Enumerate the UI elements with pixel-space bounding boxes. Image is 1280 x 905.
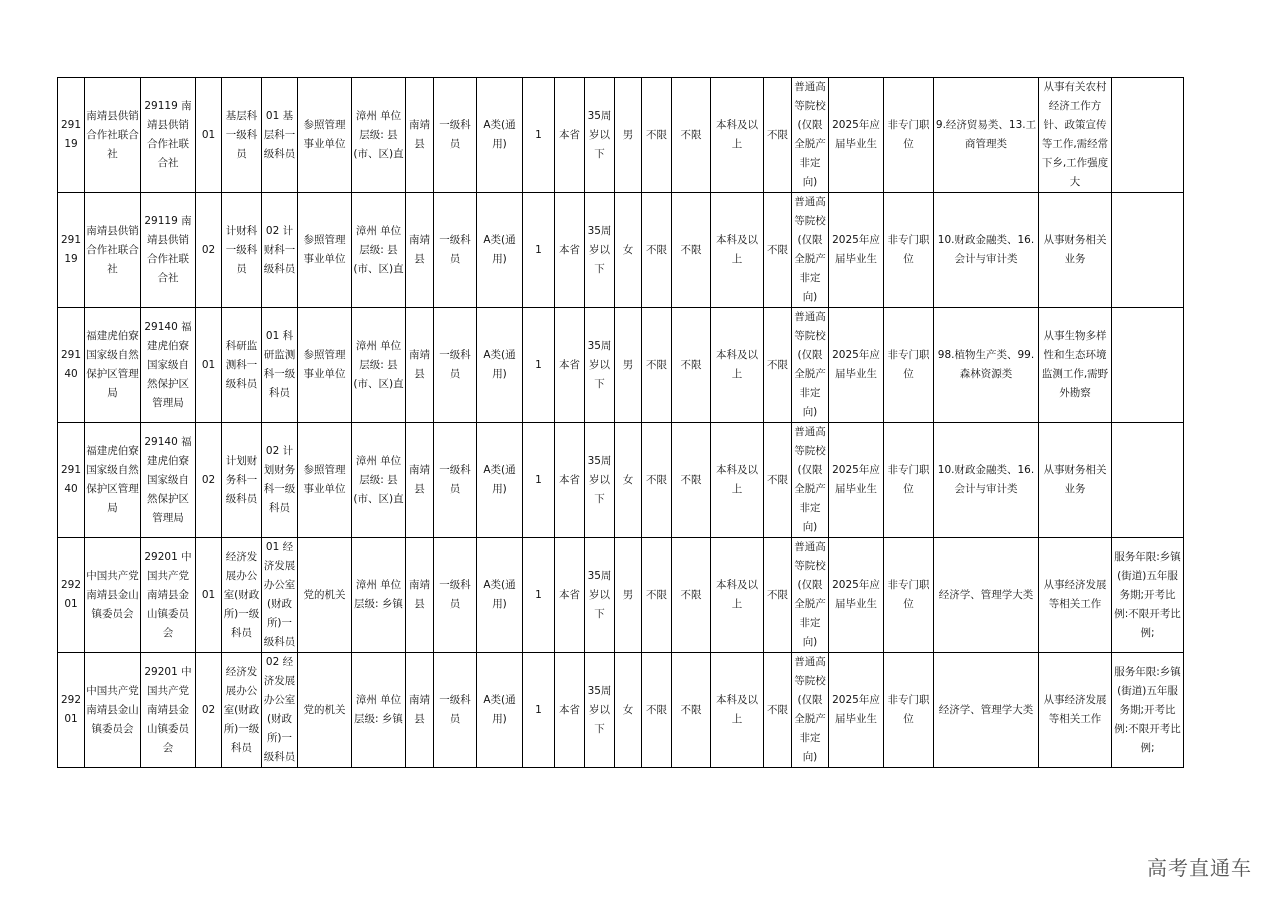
special-position-cell: 非专门职位 xyxy=(884,538,934,653)
gender-cell: 女 xyxy=(615,423,642,538)
position-name-cell: 计划财务科一级科员 xyxy=(222,423,262,538)
unit-full-name-cell: 29119 南靖县供销合作社联合社 xyxy=(141,78,196,193)
category-cell: A类(通用) xyxy=(477,653,523,768)
politics-cell: 不限 xyxy=(672,538,711,653)
origin-cell: 本省 xyxy=(555,423,585,538)
position-full-name-cell: 01 经济发展办公室(财政所)一级科员 xyxy=(262,538,298,653)
special-position-cell: 非专门职位 xyxy=(884,653,934,768)
county-cell: 南靖县 xyxy=(406,78,434,193)
education-cell: 本科及以上 xyxy=(711,193,764,308)
hire-count-cell: 1 xyxy=(523,653,555,768)
age-cell: 35周岁以下 xyxy=(585,423,615,538)
degree-cell: 不限 xyxy=(764,78,792,193)
rank-cell: 一级科员 xyxy=(434,308,477,423)
education-cell: 本科及以上 xyxy=(711,423,764,538)
unit-code-cell: 29119 xyxy=(58,193,85,308)
unit-full-name-cell: 29140 福建虎伯寮国家级自然保护区管理局 xyxy=(141,308,196,423)
county-cell: 南靖县 xyxy=(406,538,434,653)
ethnicity-cell: 不限 xyxy=(642,538,672,653)
county-cell: 南靖县 xyxy=(406,193,434,308)
work-content-cell: 从事经济发展等相关工作 xyxy=(1039,653,1112,768)
age-cell: 35周岁以下 xyxy=(585,308,615,423)
unit-level-cell: 漳州 单位层级: 县(市、区)直 xyxy=(352,78,406,193)
school-type-cell: 普通高等院校(仅限全脱产非定向) xyxy=(792,423,829,538)
politics-cell: 不限 xyxy=(672,423,711,538)
major-cell: 经济学、管理学大类 xyxy=(934,538,1039,653)
education-cell: 本科及以上 xyxy=(711,78,764,193)
position-name-cell: 经济发展办公室(财政所)一级科员 xyxy=(222,538,262,653)
age-cell: 35周岁以下 xyxy=(585,538,615,653)
rank-cell: 一级科员 xyxy=(434,423,477,538)
unit-type-cell: 参照管理事业单位 xyxy=(298,308,352,423)
origin-cell: 本省 xyxy=(555,538,585,653)
unit-level-cell: 漳州 单位层级: 县(市、区)直 xyxy=(352,308,406,423)
major-cell: 10.财政金融类、16.会计与审计类 xyxy=(934,193,1039,308)
education-cell: 本科及以上 xyxy=(711,538,764,653)
hire-count-cell: 1 xyxy=(523,308,555,423)
special-position-cell: 非专门职位 xyxy=(884,308,934,423)
category-cell: A类(通用) xyxy=(477,193,523,308)
position-name-cell: 科研监测科一级科员 xyxy=(222,308,262,423)
gender-cell: 女 xyxy=(615,653,642,768)
school-type-cell: 普通高等院校(仅限全脱产非定向) xyxy=(792,538,829,653)
ethnicity-cell: 不限 xyxy=(642,78,672,193)
hire-count-cell: 1 xyxy=(523,538,555,653)
unit-type-cell: 党的机关 xyxy=(298,653,352,768)
unit-level-cell: 漳州 单位层级: 乡镇 xyxy=(352,538,406,653)
category-cell: A类(通用) xyxy=(477,308,523,423)
county-cell: 南靖县 xyxy=(406,308,434,423)
unit-type-cell: 党的机关 xyxy=(298,538,352,653)
position-full-name-cell: 02 经济发展办公室(财政所)一级科员 xyxy=(262,653,298,768)
position-name-cell: 基层科一级科员 xyxy=(222,78,262,193)
remark-cell: 服务年限:乡镇(街道)五年服务期;开考比例:不限开考比例; xyxy=(1112,653,1184,768)
degree-cell: 不限 xyxy=(764,193,792,308)
unit-full-name-cell: 29201 中国共产党南靖县金山镇委员会 xyxy=(141,538,196,653)
work-content-cell: 从事有关农村经济工作方针、政策宣传等工作,需经常下乡,工作强度大 xyxy=(1039,78,1112,193)
table-row xyxy=(58,423,1184,538)
politics-cell: 不限 xyxy=(672,78,711,193)
gender-cell: 男 xyxy=(615,308,642,423)
table-row xyxy=(58,653,1184,768)
unit-type-cell: 参照管理事业单位 xyxy=(298,78,352,193)
politics-cell: 不限 xyxy=(672,193,711,308)
special-position-cell: 非专门职位 xyxy=(884,423,934,538)
position-full-name-cell: 02 计财科一级科员 xyxy=(262,193,298,308)
education-cell: 本科及以上 xyxy=(711,308,764,423)
unit-name-cell: 福建虎伯寮国家级自然保护区管理局 xyxy=(85,423,141,538)
remark-cell xyxy=(1112,308,1184,423)
remark-cell xyxy=(1112,193,1184,308)
unit-name-cell: 中国共产党南靖县金山镇委员会 xyxy=(85,653,141,768)
table-row xyxy=(58,193,1184,308)
gender-cell: 男 xyxy=(615,538,642,653)
origin-cell: 本省 xyxy=(555,653,585,768)
position-code-cell: 01 xyxy=(196,308,222,423)
unit-name-cell: 南靖县供销合作社联合社 xyxy=(85,193,141,308)
graduate-type-cell: 2025年应届毕业生 xyxy=(829,193,884,308)
category-cell: A类(通用) xyxy=(477,78,523,193)
position-name-cell: 经济发展办公室(财政所)一级科员 xyxy=(222,653,262,768)
unit-level-cell: 漳州 单位层级: 乡镇 xyxy=(352,653,406,768)
position-full-name-cell: 02 计划财务科一级科员 xyxy=(262,423,298,538)
degree-cell: 不限 xyxy=(764,423,792,538)
unit-type-cell: 参照管理事业单位 xyxy=(298,193,352,308)
county-cell: 南靖县 xyxy=(406,423,434,538)
degree-cell: 不限 xyxy=(764,538,792,653)
age-cell: 35周岁以下 xyxy=(585,193,615,308)
work-content-cell: 从事经济发展等相关工作 xyxy=(1039,538,1112,653)
major-cell: 10.财政金融类、16.会计与审计类 xyxy=(934,423,1039,538)
origin-cell: 本省 xyxy=(555,308,585,423)
hire-count-cell: 1 xyxy=(523,423,555,538)
rank-cell: 一级科员 xyxy=(434,193,477,308)
graduate-type-cell: 2025年应届毕业生 xyxy=(829,538,884,653)
unit-type-cell: 参照管理事业单位 xyxy=(298,423,352,538)
special-position-cell: 非专门职位 xyxy=(884,78,934,193)
rank-cell: 一级科员 xyxy=(434,78,477,193)
major-cell: 9.经济贸易类、13.工商管理类 xyxy=(934,78,1039,193)
category-cell: A类(通用) xyxy=(477,538,523,653)
graduate-type-cell: 2025年应届毕业生 xyxy=(829,653,884,768)
unit-level-cell: 漳州 单位层级: 县(市、区)直 xyxy=(352,423,406,538)
work-content-cell: 从事生物多样性和生态环境监测工作,需野外勘察 xyxy=(1039,308,1112,423)
rank-cell: 一级科员 xyxy=(434,653,477,768)
category-cell: A类(通用) xyxy=(477,423,523,538)
age-cell: 35周岁以下 xyxy=(585,653,615,768)
recruitment-table xyxy=(57,77,1184,768)
county-cell: 南靖县 xyxy=(406,653,434,768)
ethnicity-cell: 不限 xyxy=(642,193,672,308)
graduate-type-cell: 2025年应届毕业生 xyxy=(829,308,884,423)
position-code-cell: 01 xyxy=(196,78,222,193)
age-cell: 35周岁以下 xyxy=(585,78,615,193)
unit-full-name-cell: 29119 南靖县供销合作社联合社 xyxy=(141,193,196,308)
ethnicity-cell: 不限 xyxy=(642,308,672,423)
unit-code-cell: 29140 xyxy=(58,308,85,423)
major-cell: 98.植物生产类、99.森林资源类 xyxy=(934,308,1039,423)
unit-name-cell: 南靖县供销合作社联合社 xyxy=(85,78,141,193)
position-name-cell: 计财科一级科员 xyxy=(222,193,262,308)
work-content-cell: 从事财务相关业务 xyxy=(1039,193,1112,308)
hire-count-cell: 1 xyxy=(523,193,555,308)
special-position-cell: 非专门职位 xyxy=(884,193,934,308)
remark-cell: 服务年限:乡镇(街道)五年服务期;开考比例:不限开考比例; xyxy=(1112,538,1184,653)
table-row xyxy=(58,308,1184,423)
position-full-name-cell: 01 科研监测科一级科员 xyxy=(262,308,298,423)
unit-name-cell: 中国共产党南靖县金山镇委员会 xyxy=(85,538,141,653)
remark-cell xyxy=(1112,78,1184,193)
graduate-type-cell: 2025年应届毕业生 xyxy=(829,78,884,193)
unit-level-cell: 漳州 单位层级: 县(市、区)直 xyxy=(352,193,406,308)
work-content-cell: 从事财务相关业务 xyxy=(1039,423,1112,538)
origin-cell: 本省 xyxy=(555,193,585,308)
unit-full-name-cell: 29140 福建虎伯寮国家级自然保护区管理局 xyxy=(141,423,196,538)
politics-cell: 不限 xyxy=(672,308,711,423)
degree-cell: 不限 xyxy=(764,653,792,768)
origin-cell: 本省 xyxy=(555,78,585,193)
position-full-name-cell: 01 基层科一级科员 xyxy=(262,78,298,193)
hire-count-cell: 1 xyxy=(523,78,555,193)
table-row xyxy=(58,538,1184,653)
rank-cell: 一级科员 xyxy=(434,538,477,653)
remark-cell xyxy=(1112,423,1184,538)
unit-name-cell: 福建虎伯寮国家级自然保护区管理局 xyxy=(85,308,141,423)
position-code-cell: 02 xyxy=(196,653,222,768)
unit-code-cell: 29119 xyxy=(58,78,85,193)
graduate-type-cell: 2025年应届毕业生 xyxy=(829,423,884,538)
unit-code-cell: 29201 xyxy=(58,653,85,768)
school-type-cell: 普通高等院校(仅限全脱产非定向) xyxy=(792,193,829,308)
watermark: 高考直通车 xyxy=(1147,856,1252,880)
school-type-cell: 普通高等院校(仅限全脱产非定向) xyxy=(792,653,829,768)
ethnicity-cell: 不限 xyxy=(642,423,672,538)
school-type-cell: 普通高等院校(仅限全脱产非定向) xyxy=(792,308,829,423)
major-cell: 经济学、管理学大类 xyxy=(934,653,1039,768)
unit-full-name-cell: 29201 中国共产党南靖县金山镇委员会 xyxy=(141,653,196,768)
position-code-cell: 02 xyxy=(196,193,222,308)
gender-cell: 女 xyxy=(615,193,642,308)
position-code-cell: 02 xyxy=(196,423,222,538)
education-cell: 本科及以上 xyxy=(711,653,764,768)
position-code-cell: 01 xyxy=(196,538,222,653)
unit-code-cell: 29140 xyxy=(58,423,85,538)
table-row xyxy=(58,78,1184,193)
politics-cell: 不限 xyxy=(672,653,711,768)
ethnicity-cell: 不限 xyxy=(642,653,672,768)
school-type-cell: 普通高等院校(仅限全脱产非定向) xyxy=(792,78,829,193)
gender-cell: 男 xyxy=(615,78,642,193)
degree-cell: 不限 xyxy=(764,308,792,423)
unit-code-cell: 29201 xyxy=(58,538,85,653)
